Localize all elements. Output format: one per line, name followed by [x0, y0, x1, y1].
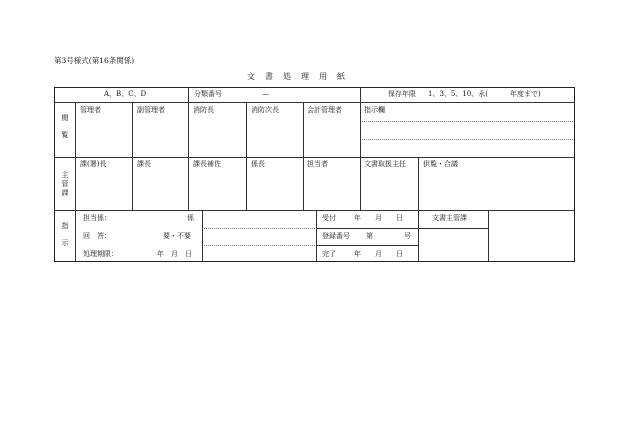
form-number: 第3号様式(第16条関係) [54, 56, 135, 65]
reply-label: 回 答： [83, 232, 111, 240]
retention-label: 保存年限 [388, 90, 416, 98]
col-assistant-chief: 課長補佐 [193, 160, 221, 168]
deadline-value: 年 月 日 [157, 250, 192, 258]
instruction-row-label: 指 示 [61, 222, 69, 247]
col-person-in-charge: 担当者 [307, 160, 328, 168]
assigned-subsection-suffix: 係 [187, 214, 194, 222]
col-document-officer: 文書取扱主任 [364, 160, 406, 168]
retention-suffix: 年度まで) [510, 90, 541, 98]
assigned-subsection-label: 担当係： [83, 214, 111, 222]
review-row-label: 閲 覧 [61, 114, 69, 139]
doc-manager-label: 文書主管課 [432, 214, 467, 222]
retention-values: 1、3、5、10、永( [428, 90, 488, 98]
deadline-label: 処理期限： [83, 250, 118, 258]
col-subsection-chief: 係長 [251, 160, 265, 168]
registration-suffix: 号 [404, 232, 411, 240]
form-title: 文 書 処 理 用 紙 [247, 72, 346, 81]
reply-value: 要・不要 [163, 232, 191, 240]
col-instructions-field: 指示欄 [364, 106, 385, 114]
col-section-chief: 課(署)長 [80, 160, 107, 168]
completed-label: 完了 [322, 250, 336, 258]
registration-label: 登録番号 [322, 232, 350, 240]
col-circulation: 供覧・合議 [423, 160, 458, 168]
classification-value: — [262, 90, 269, 98]
received-label: 受付 [322, 214, 336, 222]
col-deputy-fire-chief: 消防次長 [251, 106, 279, 114]
received-date: 年 月 日 [354, 214, 403, 222]
col-deputy-manager: 副管理者 [137, 106, 165, 114]
category-options: A、B、C、D [104, 90, 147, 98]
col-accounting-manager: 会計管理者 [307, 106, 342, 114]
col-fire-chief: 消防長 [193, 106, 214, 114]
col-chief: 課長 [137, 160, 151, 168]
classification-label: 分類番号 [194, 90, 222, 98]
main-section-row-label: 主 管 課 [61, 171, 69, 197]
completed-date: 年 月 日 [354, 250, 403, 258]
col-manager: 管理者 [80, 106, 101, 114]
registration-prefix: 第 [366, 232, 373, 240]
